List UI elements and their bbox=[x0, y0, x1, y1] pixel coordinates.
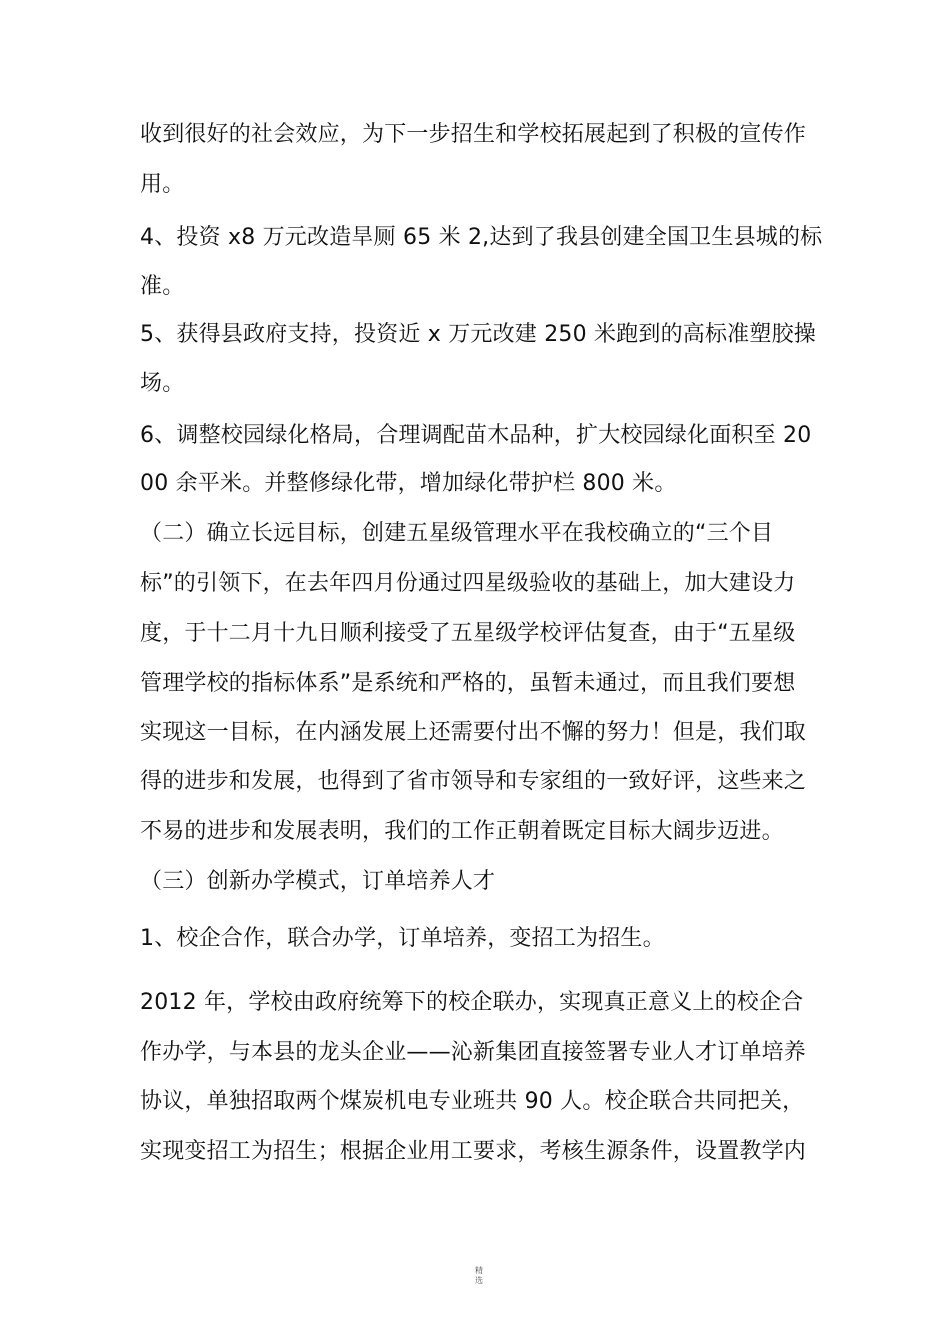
page-footer-mark bbox=[471, 1266, 487, 1286]
section-heading: （二）确立长远目标，创建五星级管理水平在我校确立的“三个目 bbox=[140, 521, 774, 546]
text-line: 协议，单独招取两个煤炭机电专业班共 90 人。校企联合共同把关， bbox=[140, 1089, 805, 1114]
text-line: 度，于十二月十九日顺利接受了五星级学校评估复查，由于“五星级 bbox=[140, 621, 796, 646]
text-line: 1、校企合作，联合办学，订单培养，变招工为招生。 bbox=[140, 926, 665, 951]
text-line: 准。 bbox=[140, 274, 185, 299]
footer-mark-top: 精 bbox=[475, 1266, 483, 1275]
footer-mark-bottom: 选 bbox=[475, 1276, 483, 1285]
text-line: 场。 bbox=[140, 371, 185, 396]
text-line: 收到很好的社会效应，为下一步招生和学校拓展起到了积极的宣传作 bbox=[140, 122, 807, 147]
text-line: 00 余平米。并整修绿化带，增加绿化带护栏 800 米。 bbox=[140, 471, 677, 496]
text-line: 实现变招工为招生；根据企业用工要求，考核生源条件，设置教学内 bbox=[140, 1139, 807, 1164]
text-line: 5、获得县政府支持，投资近 x 万元改建 250 米跑到的高标准塑胶操 bbox=[140, 322, 816, 347]
text-line: 作办学，与本县的龙头企业——沁新集团直接签署专业人才订单培养 bbox=[140, 1040, 807, 1065]
text-line: 4、投资 x8 万元改造旱厕 65 米 2,达到了我县创建全国卫生县城的标 bbox=[140, 225, 823, 250]
text-line: 6、调整校园绿化格局，合理调配苗木品种，扩大校园绿化面积至 20 bbox=[140, 423, 812, 448]
text-line: 实现这一目标，在内涵发展上还需要付出不懈的努力！但是，我们取 bbox=[140, 720, 807, 745]
text-line: 不易的进步和发展表明，我们的工作正朝着既定目标大阔步迈进。 bbox=[140, 819, 784, 844]
text-line: 得的进步和发展，也得到了省市领导和专家组的一致好评，这些来之 bbox=[140, 769, 807, 794]
text-line: 管理学校的指标体系”是系统和严格的，虽暂未通过，而且我们要想 bbox=[140, 671, 796, 696]
text-line: 用。 bbox=[140, 172, 185, 197]
text-line: 2012 年，学校由政府统筹下的校企联办，实现真正意义上的校企合 bbox=[140, 990, 804, 1015]
text-line: 标”的引领下，在去年四月份通过四星级验收的基础上，加大建设力 bbox=[140, 571, 796, 596]
section-heading: （三）创新办学模式，订单培养人才 bbox=[140, 869, 496, 894]
